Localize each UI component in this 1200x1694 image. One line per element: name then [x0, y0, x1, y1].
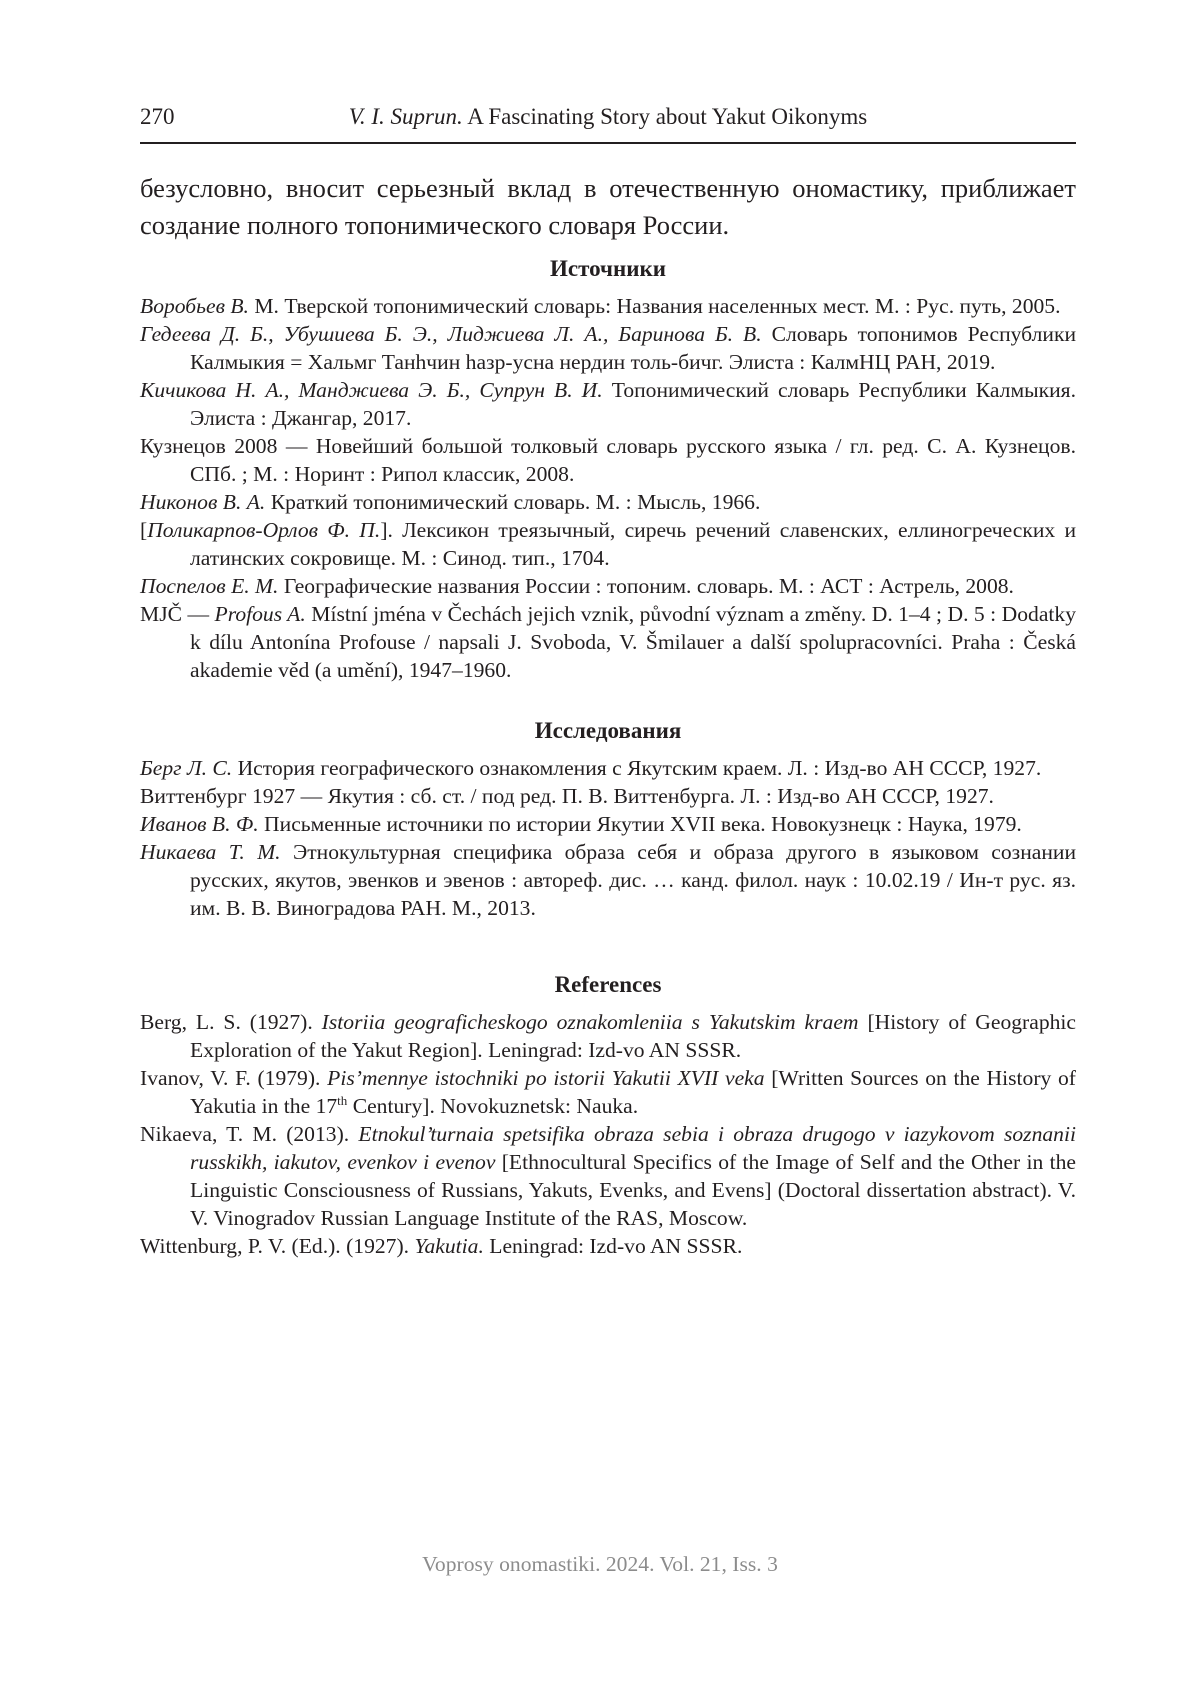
reference-italic-part: Поликарпов-Орлов Ф. П. — [147, 518, 381, 542]
references-heading: References — [554, 972, 662, 997]
sources-heading: Источники — [550, 256, 666, 281]
reference-italic-part: Поспелов Е. М. — [140, 574, 279, 598]
sources-list — [140, 292, 1076, 684]
reference-text-part: MJČ — — [140, 602, 215, 626]
reference-entry — [140, 810, 1076, 838]
journal-footer: Voprosy onomastiki. 2024. Vol. 21, Iss. 3 — [422, 1552, 778, 1576]
reference-italic-part: Yakutia. — [414, 1234, 484, 1258]
reference-italic-part: Иванов В. Ф. — [140, 812, 259, 836]
reference-text-part: Wittenburg, P. V. (Ed.). (1927). — [140, 1234, 415, 1258]
running-title-author: V. I. Suprun. — [348, 104, 463, 129]
running-header — [140, 100, 1076, 144]
reference-text-part: [History of Geographic Exploration of the Yakut Region]. Leningrad: Izd-vo AN SSSR. — [190, 1010, 1077, 1062]
intro-paragraph: безусловно, вносит серьезный вклад в отечественную ономастику, приближает создание полного топонимического словаря России. — [140, 173, 1076, 240]
reference-entry — [140, 1120, 1076, 1232]
reference-entry — [140, 1232, 1076, 1260]
reference-text-part: Berg, L. S. (1927). — [140, 1010, 322, 1034]
reference-italic-part: Никаева Т. М. — [140, 840, 281, 864]
reference-entry — [140, 432, 1076, 488]
reference-text-part: [Ethnocultural Specifics of the Image of Self and the Other in the Linguistic Consciousness of Russians, Yakuts, Evenks, and Evens] (Doctoral dissertation abstract). V. V. Vinogradov Russian Language Institute of the RAS, Moscow. — [190, 1150, 1077, 1230]
reference-text-part: История географического ознакомления с Якутским краем. Л. : Изд-во АН СССР, 1927. — [232, 756, 1042, 780]
reference-text-part: Этнокультурная специфика образа себя и образа другого в языковом сознании русских, якутов, эвенков и эвенов : автореф. дис. … канд. филол. наук : 10.02.19 / Ин-т рус. яз. им. В. В. Виноградова РАН. М., 2013. — [190, 840, 1076, 920]
reference-text-part: [Written Sources on the History of Yakutia in the 17 — [190, 1066, 1076, 1118]
running-title-text: A Fascinating Story about Yakut Oikonyms — [467, 104, 868, 129]
reference-entry — [140, 488, 1076, 516]
reference-text-part: Кузнецов 2008 — Новейший большой толковый словарь русского языка / гл. ред. С. А. Кузнецов. СПб. ; М. : Норинт : Рипол классик, 2008. — [140, 434, 1076, 486]
reference-text-part: Письменные источники по истории Якутии XVII века. Новокузнецк : Наука, 1979. — [258, 812, 1022, 836]
reference-italic-part: Etnokul’turnaia spetsifika obraza sebia i obraza drugogo v iazykovom soznanii russkikh, iakutov, evenkov i evenov — [190, 1122, 1076, 1174]
reference-text-part: Ivanov, V. F. (1979). — [140, 1066, 328, 1090]
reference-entry — [140, 292, 1076, 320]
reference-text-part: Географические названия России : топоним. словарь. М. : АСТ : Астрель, 2008. — [278, 574, 1014, 598]
studies-heading: Исследования — [534, 718, 682, 743]
reference-entry — [140, 600, 1076, 684]
reference-italic-part: Берг Л. С. — [140, 756, 233, 780]
reference-entry — [140, 1008, 1076, 1064]
reference-text-part: Словарь топонимов Республики Калмыкия = Хальмг Танһчин һазр-усна нердин толь-бичг. Элиста : КалмНЦ РАН, 2019. — [190, 322, 1076, 374]
reference-italic-part: Гедеева Д. Б., Убушиева Б. Э., Лиджиева Л. А., Баринова Б. В. — [140, 322, 762, 346]
reference-entry — [140, 572, 1076, 600]
reference-entry — [140, 754, 1076, 782]
reference-text-part: Топонимический словарь Республики Калмыкия. Элиста : Джангар, 2017. — [190, 378, 1077, 430]
reference-italic-part: Никонов В. А. — [140, 490, 266, 514]
studies-list — [140, 754, 1076, 922]
reference-text-part: th — [337, 1093, 348, 1108]
running-title — [140, 104, 1076, 130]
reference-entry — [140, 838, 1076, 922]
reference-text-part: Místní jména v Čechách jejich vznik, původní význam a změny. D. 1–4 ; D. 5 : Dodatky k dílu Antonína Profouse / napsali J. Svoboda, V. Šmilauer a další spolupracovníci. Praha : Česká akademie věd (a umění), 1947–1960. — [190, 602, 1077, 682]
reference-italic-part: Кичикова Н. А., Манджиева Э. Б., Супрун В. И. — [140, 378, 603, 402]
reference-text-part: Nikaeva, T. M. (2013). — [140, 1122, 359, 1146]
reference-text-part: М. Тверской топонимический словарь: Названия населенных мест. М. : Рус. путь, 2005. — [248, 294, 1061, 318]
reference-italic-part: Istoriia geograficheskogo oznakomleniia s Yakutskim kraem — [321, 1010, 859, 1034]
reference-text-part: Leningrad: Izd-vo AN SSSR. — [483, 1234, 743, 1258]
reference-italic-part: Pis’mennye istochniki po istorii Yakutii XVII veka — [327, 1066, 765, 1090]
reference-entry — [140, 320, 1076, 376]
reference-italic-part: Profous A. — [214, 602, 306, 626]
reference-text-part: Century]. Novokuznetsk: Nauka. — [347, 1094, 639, 1118]
references-list — [140, 1008, 1076, 1260]
reference-entry — [140, 782, 1076, 810]
reference-entry — [140, 516, 1076, 572]
reference-text-part: ]. Лексикон треязычный, сиречь речений славенских, еллиногреческих и латинских сокровище. М. : Синод. тип., 1704. — [190, 518, 1076, 570]
reference-text-part: [ — [140, 518, 148, 542]
reference-text-part: Краткий топонимический словарь. М. : Мысль, 1966. — [265, 490, 761, 514]
reference-entry — [140, 376, 1076, 432]
reference-italic-part: Воробьев В. — [140, 294, 249, 318]
page-number: 270 — [140, 104, 175, 129]
reference-entry — [140, 1064, 1076, 1120]
reference-text-part: Виттенбург 1927 — Якутия : сб. ст. / под ред. П. В. Виттенбурга. Л. : Изд-во АН СССР, 1927. — [140, 784, 994, 808]
